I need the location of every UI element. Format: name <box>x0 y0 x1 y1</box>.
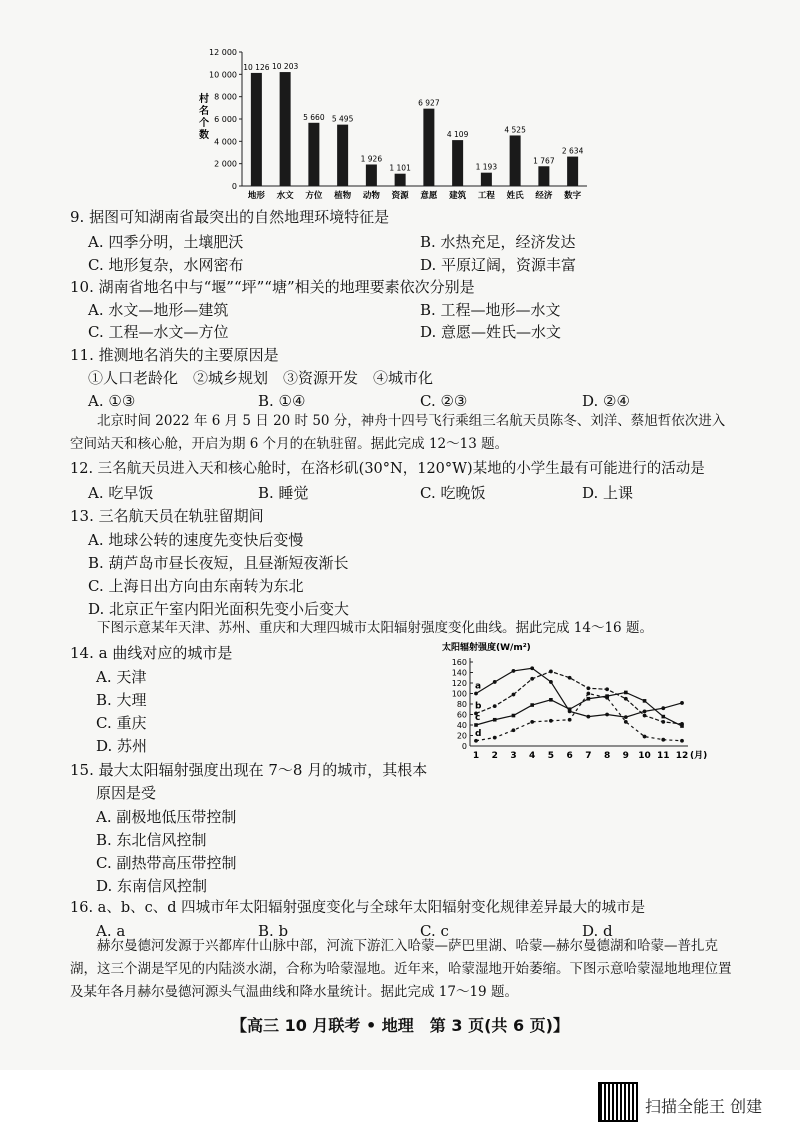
intro-17-19: 赫尔曼德河发源于兴都库什山脉中部，河流下游汇入哈蒙—萨巴里湖、哈蒙—赫尔曼德湖和哈蒙—普扎克湖，这三个湖是罕见的内陆淡水湖，合称为哈蒙湿地。近年来，哈蒙湿地开始萎缩。下图示意哈蒙湿地地理位置及某年各月赫尔曼德河源头气温曲线和降水量统计。据此完成 17～19 题。 <box>70 938 732 1000</box>
q13-option-b[interactable]: B. 葫芦岛市昼长夜短，且昼渐短夜渐长 <box>88 554 349 572</box>
q12-option-b[interactable]: B. 睡觉 <box>258 484 309 502</box>
q12-option-c[interactable]: C. 吃晚饭 <box>420 484 486 502</box>
q16-option-d[interactable]: D. d <box>582 922 613 940</box>
line-point-a <box>474 692 478 696</box>
line-chart-xtick-label: 1 <box>472 751 480 761</box>
intro-12-13: 北京时间 2022 年 6 月 5 日 20 时 50 分，神舟十四号飞行乘组三名航天员陈冬、刘洋、蔡旭哲依次进入空间站天和核心舱，开启为期 6 个月的在轨驻留。据此完成 12～13 题。 <box>70 413 726 452</box>
line-point-b <box>605 687 609 691</box>
q14-option-b[interactable]: B. 大理 <box>96 691 147 709</box>
question-14-title: 14. a 曲线对应的城市是 <box>70 644 233 662</box>
q9-option-b[interactable]: B. 水热充足，经济发达 <box>420 233 576 251</box>
q10-option-b[interactable]: B. 工程—地形—水文 <box>420 301 561 319</box>
line-point-c <box>549 698 553 702</box>
line-point-b <box>643 714 647 718</box>
q15-option-b[interactable]: B. 东北信风控制 <box>96 831 207 849</box>
line-chart-ytick-label: 20 <box>456 731 467 741</box>
solar-radiation-line-chart <box>440 638 740 773</box>
bar-category-label: 姓氏 <box>506 191 524 201</box>
line-point-a <box>549 680 553 684</box>
bar-value-label: 5 495 <box>331 114 354 124</box>
line-point-a <box>624 715 628 719</box>
line-point-c <box>474 723 478 727</box>
line-point-c <box>643 699 647 703</box>
line-chart-xtick-label: 4 <box>529 751 536 761</box>
line-point-a <box>586 715 590 719</box>
question-12-title: 12. 三名航天员进入天和核心舱时，在洛杉矶(30°N，120°W)某地的小学生最有可能进行的活动是 <box>70 461 705 477</box>
bar-2 <box>280 72 291 186</box>
bar-11 <box>538 166 549 186</box>
bar-category-label: 地形 <box>247 191 265 201</box>
line-point-a <box>530 666 534 670</box>
bar-value-label: 4 525 <box>504 125 526 135</box>
bar-value-label: 1 101 <box>389 163 411 173</box>
line-point-b <box>568 676 572 680</box>
bar-value-label: 5 660 <box>303 112 325 122</box>
q11-option-d[interactable]: D. ②④ <box>582 392 630 410</box>
line-point-d <box>568 718 572 722</box>
q11-option-b[interactable]: B. ①④ <box>258 392 306 410</box>
bar-5 <box>366 164 377 186</box>
line-series-label-b: b <box>475 701 482 712</box>
line-point-b <box>624 697 628 701</box>
line-chart-xlabel: (月) <box>690 751 708 761</box>
q16-option-a[interactable]: A. a <box>96 922 126 940</box>
line-point-d <box>680 739 684 743</box>
q11-option-a[interactable]: A. ①③ <box>88 392 136 410</box>
line-chart-xtick-label: 7 <box>585 751 592 761</box>
line-point-c <box>661 715 665 719</box>
bar-chart-ytick-label: 8 000 <box>214 92 237 102</box>
page-footer: 【高三 10 月联考 • 地理 第 3 页(共 6 页)】 <box>231 1016 569 1035</box>
bar-category-label: 数字 <box>564 191 582 201</box>
bar-6 <box>395 174 406 186</box>
line-point-d <box>512 728 516 732</box>
line-chart-ytick-label: 100 <box>451 689 467 699</box>
question-15-title-line2: 原因是受 <box>96 784 157 802</box>
line-chart-xtick-label: 6 <box>566 751 573 761</box>
q12-option-d[interactable]: D. 上课 <box>582 484 634 502</box>
bar-value-label: 6 927 <box>418 98 440 108</box>
bar-3 <box>308 123 319 186</box>
line-point-d <box>605 696 609 700</box>
bar-value-label: 1 926 <box>360 154 383 164</box>
line-point-b <box>549 670 553 674</box>
bar-chart-ylabel-char: 名 <box>199 106 209 117</box>
q15-option-c[interactable]: C. 副热带高压带控制 <box>96 854 237 872</box>
line-point-d <box>493 736 497 740</box>
bar-chart-ytick-label: 6 000 <box>214 115 237 124</box>
bar-chart-ytick-label: 12 000 <box>209 48 237 57</box>
bar-value-label: 1 767 <box>533 156 555 166</box>
line-point-a <box>643 709 647 713</box>
line-point-d <box>474 739 478 743</box>
q10-option-a[interactable]: A. 水文—地形—建筑 <box>88 301 229 319</box>
bar-10 <box>510 135 521 186</box>
line-chart-ytick-label: 0 <box>461 742 467 751</box>
line-point-a <box>661 706 665 710</box>
line-point-a <box>605 713 609 717</box>
line-point-c <box>568 707 572 711</box>
line-chart-xtick-label: 5 <box>547 751 555 761</box>
line-chart-ytick-label: 60 <box>456 710 467 720</box>
bar-value-label: 10 126 <box>243 62 270 72</box>
bar-chart-ylabel-char: 村 <box>199 94 209 105</box>
line-point-d <box>549 719 553 723</box>
bar-chart-ytick-label: 0 <box>231 182 237 191</box>
bar-12 <box>567 157 578 186</box>
q15-option-d[interactable]: D. 东南信风控制 <box>96 877 208 895</box>
line-series-a <box>476 668 682 717</box>
bar-4 <box>337 125 348 186</box>
line-point-b <box>586 686 590 690</box>
line-chart-xtick-label: 9 <box>622 751 629 761</box>
line-point-c <box>624 691 628 695</box>
line-chart-xtick-label: 8 <box>603 751 611 761</box>
line-chart-xtick-label: 3 <box>510 751 517 761</box>
bar-category-label: 动物 <box>362 191 380 201</box>
bar-value-label: 2 634 <box>561 146 584 156</box>
q10-option-d[interactable]: D. 意愿—姓氏—水文 <box>420 323 562 341</box>
question-10-title: 10. 湖南省地名中与“堰”“坪”“塘”相关的地理要素依次分别是 <box>70 278 475 296</box>
bar-category-label: 水文 <box>276 191 294 201</box>
line-chart-xtick-label: 10 <box>638 751 651 761</box>
bar-category-label: 意愿 <box>420 191 438 201</box>
bar-category-label: 经济 <box>535 191 553 201</box>
qr-code-icon <box>598 1082 638 1122</box>
bar-chart-ytick-label: 2 000 <box>214 159 237 169</box>
line-point-d <box>586 692 590 696</box>
bar-category-label: 建筑 <box>449 191 467 201</box>
q16-option-c[interactable]: C. c <box>420 922 449 940</box>
line-point-b <box>530 677 534 681</box>
bar-value-label: 1 193 <box>475 162 498 172</box>
question-11-title: 11. 推测地名消失的主要原因是 <box>70 346 279 364</box>
bar-chart-ytick-label: 4 000 <box>214 137 237 147</box>
line-point-c <box>587 697 591 701</box>
q13-option-a[interactable]: A. 地球公转的速度先变快后变慢 <box>88 531 304 549</box>
bar-8 <box>452 140 463 186</box>
bar-7 <box>423 109 434 186</box>
line-series-label-a: a <box>475 681 482 692</box>
bar-value-label: 10 203 <box>272 62 299 72</box>
line-chart-xtick-label: 11 <box>657 751 670 761</box>
line-point-d <box>643 735 647 739</box>
q10-option-c[interactable]: C. 工程—水文—方位 <box>88 323 229 341</box>
line-series-c <box>476 692 682 726</box>
q9-option-c[interactable]: C. 地形复杂，水网密布 <box>88 256 244 274</box>
line-point-b <box>661 720 665 724</box>
line-chart-ytick-label: 160 <box>451 658 467 667</box>
line-chart-ytick-label: 40 <box>456 721 467 730</box>
bar-9 <box>481 173 492 186</box>
line-chart-ytick-label: 80 <box>456 700 467 709</box>
line-point-c <box>493 718 497 722</box>
intro-14-16: 下图示意某年天津、苏州、重庆和大理四城市太阳辐射强度变化曲线。据此完成 14～16 题。 <box>97 620 653 636</box>
line-series-label-d: d <box>475 728 482 739</box>
q14-option-c[interactable]: C. 重庆 <box>96 714 147 732</box>
line-point-a <box>493 680 497 684</box>
bar-chart-ytick-label: 10 000 <box>209 70 237 80</box>
q15-option-a[interactable]: A. 副极地低压带控制 <box>96 808 237 826</box>
q12-option-a[interactable]: A. 吃早饭 <box>88 484 154 502</box>
q14-option-d[interactable]: D. 苏州 <box>96 737 148 755</box>
bar-value-label: 4 109 <box>446 130 469 140</box>
line-point-a <box>512 669 516 673</box>
bar-category-label: 资源 <box>391 191 409 201</box>
line-point-d <box>530 720 534 724</box>
line-point-c <box>512 714 516 718</box>
line-chart-ylabel: 太阳辐射强度(W/m²) <box>442 643 531 653</box>
line-chart-ytick-label: 120 <box>451 679 467 688</box>
line-series-b <box>476 671 682 724</box>
line-chart-xtick-label: 2 <box>491 751 498 761</box>
line-chart-xtick-label: 12 <box>675 751 689 761</box>
question-9-title: 9. 据图可知湖南省最突出的自然地理环境特征是 <box>70 208 390 226</box>
place-name-bar-chart <box>190 40 600 215</box>
line-point-c <box>680 724 684 728</box>
bar-category-label: 方位 <box>305 191 323 201</box>
q13-option-c[interactable]: C. 上海日出方向由东南转为东北 <box>88 577 304 595</box>
q9-option-d[interactable]: D. 平原辽阔，资源丰富 <box>420 256 577 274</box>
line-series-label-c: c <box>475 713 481 723</box>
bar-chart-ylabel-char: 个 <box>199 118 209 129</box>
q13-option-d[interactable]: D. 北京正午室内阳光面积先变小后变大 <box>88 600 350 618</box>
question-16-title: 16. a、b、c、d 四城市年太阳辐射强度变化与全球年太阳辐射变化规律差异最大的城市是 <box>70 900 646 916</box>
q14-option-a[interactable]: A. 天津 <box>96 668 147 686</box>
bar-chart-ylabel-char: 数 <box>199 130 209 141</box>
bar-category-label: 工程 <box>477 191 495 201</box>
line-point-d <box>624 720 628 724</box>
line-chart-ytick-label: 140 <box>451 668 467 678</box>
line-point-d <box>661 738 665 742</box>
question-13-title: 13. 三名航天员在轨驻留期间 <box>70 507 264 525</box>
line-point-b <box>512 693 516 697</box>
bar-1 <box>251 73 262 186</box>
line-point-a <box>680 701 684 705</box>
bar-category-label: 植物 <box>334 191 352 201</box>
q11-statements: ①人口老龄化 ②城乡规划 ③资源开发 ④城市化 <box>88 369 434 387</box>
q11-option-c[interactable]: C. ②③ <box>420 392 468 410</box>
line-point-c <box>530 703 534 707</box>
scanner-brand: 扫描全能王 创建 <box>645 1097 763 1116</box>
line-point-b <box>493 704 497 708</box>
q9-option-a[interactable]: A. 四季分明，土壤肥沃 <box>88 233 244 251</box>
question-15-title-line1: 15. 最大太阳辐射强度出现在 7～8 月的城市，其根本 <box>70 761 428 779</box>
q16-option-b[interactable]: B. b <box>258 922 289 940</box>
